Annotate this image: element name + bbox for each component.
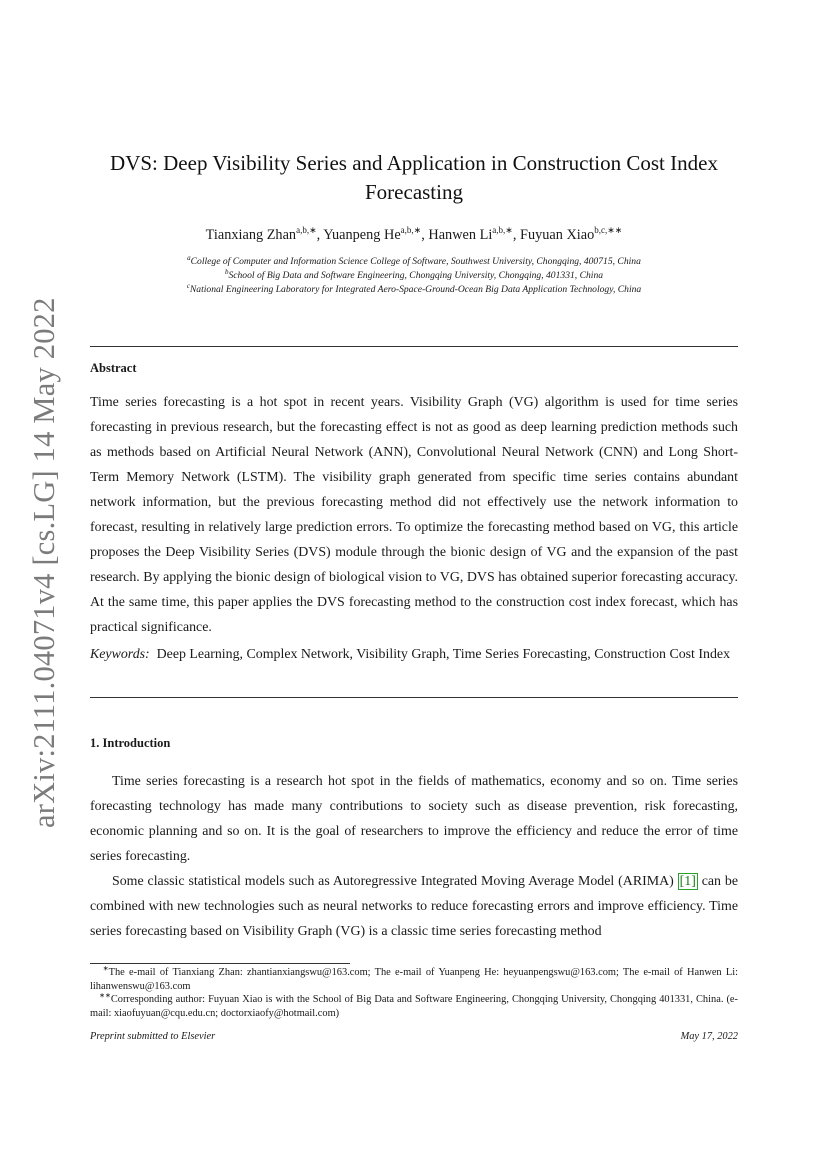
footnote-1	[90, 966, 738, 994]
intro-paragraph-1: Time series forecasting is a research hot spot in the fields of mathematics, economy and so on. Time series forecasting technology has made many contributions to society such as disease prevention, risk forecasting, economic planning and so on. It is the goal of researchers to improve the efficiency and reduce the error of time series forecasting.	[90, 774, 738, 864]
abstract-bottom-rule	[90, 697, 738, 698]
section-heading-introduction: 1. Introduction	[90, 736, 171, 750]
abstract-text: Time series forecasting is a hot spot in recent years. Visibility Graph (VG) algorithm is used for time series forecasting in previous research, but the forecasting effect is not as good as deep learning prediction methods such as methods based on Artificial Neural Network (ANN), Convolutional Neural Network (CNN) and Long Short-Term Memory Network (LSTM). The visibility graph generated from specific time series contains abundant network information, but the previous forecasting method did not effectively use the network information to forecast, resulting in relatively large prediction errors. To optimize the forecasting method based on VG, this article proposes the Deep Visibility Series (DVS) module through the bionic design of VG and the expansion of the past research. By applying the bionic design of biological vision to VG, DVS has obtained superior forecasting accuracy. At the same time, this paper applies the DVS forecasting method to the construction cost index forecast, which has practical significance.	[90, 395, 738, 635]
preprint-date: May 17, 2022	[680, 1031, 738, 1042]
para2-text-after: can be combined with new technologies such as neural networks to reduce forecasting errors and improve efficiency. Time series forecasting based on Visibility Graph (VG) is a classic time series forecasting method	[90, 874, 738, 939]
author-name: Fuyuan Xiao	[520, 227, 595, 243]
affiliation-b	[60, 269, 768, 283]
footnote-2	[90, 993, 738, 1021]
affiliation-mark: b	[224, 267, 229, 276]
footnote-mark: ∗	[102, 964, 109, 973]
footnote-text: The e-mail of Tianxiang Zhan: zhantianxiangswu@163.com; The e-mail of Yuanpeng He: heyuanpengswu@163.com; The e-mail of Hanwen Li: lihanwenswu@163.com	[90, 967, 738, 992]
affiliation-mark: c	[186, 281, 190, 290]
footnote-mark: ∗∗	[99, 991, 111, 1000]
author-sup: a,b,∗	[296, 225, 317, 236]
author-sup: a,b,∗	[492, 225, 513, 236]
affiliation-mark: a	[187, 253, 191, 262]
author-name: Hanwen Li	[428, 227, 493, 243]
paper-title	[60, 149, 768, 207]
title-line-1: DVS: Deep Visibility Series and Application in Construction Cost Index	[110, 151, 718, 175]
author-sup: a,b,∗	[400, 225, 422, 236]
intro-paragraph-2	[90, 869, 738, 944]
footnote-rule	[90, 963, 350, 964]
affiliation-text: National Engineering Laboratory for Integrated Aero-Space-Ground-Ocean Big Data Application Technology, China	[189, 284, 642, 295]
preprint-note: Preprint submitted to Elsevier	[90, 1031, 216, 1042]
author-sup: b,c,∗∗	[594, 225, 623, 236]
affiliation-text: College of Computer and Information Science College of Software, Southwest University, Chongqing, 400715, China	[190, 256, 641, 267]
citation-link[interactable]: [1]	[679, 874, 696, 889]
affiliation-a	[60, 255, 768, 269]
author-list: Tianxiang Zhan$^{a,b,∗}$, Yuanpeng $He^{a,b,∗}$, Hanwen $Li^{a,b,∗}$, Fuyuan Xiao$^{b,c,∗∗}$	[205, 225, 623, 243]
author-name: Tianxiang Zhan	[205, 227, 297, 243]
affiliation-c	[60, 283, 768, 297]
abstract-top-rule	[90, 346, 738, 347]
arxiv-stamp: arXiv:2111.04071v4 [cs.LG] 14 May 2022	[27, 297, 61, 828]
footnote-text: Corresponding author: Fuyuan Xiao is with the School of Big Data and Software Engineering, Chongqing University, Chongqing 401331, China. (e-mail: xiaofuyuan@cqu.edu.cn; doctorxiaofy@hotmail.com)	[90, 994, 738, 1019]
abstract-heading: Abstract	[90, 361, 137, 375]
keywords	[90, 643, 738, 667]
title-line-2: Forecasting	[365, 180, 463, 204]
para2-text-before: Some classic statistical models such as Autoregressive Integrated Moving Average Model (ARIMA)	[112, 874, 678, 889]
affiliation-text: School of Big Data and Software Engineering, Chongqing University, Chongqing, 401331, China	[228, 270, 604, 281]
author-name: Yuanpeng He	[323, 227, 401, 243]
keywords-text: Deep Learning, Complex Network, Visibility Graph, Time Series Forecasting, Construction Cost Index	[156, 647, 731, 662]
keywords-label: Keywords:	[90, 647, 150, 662]
